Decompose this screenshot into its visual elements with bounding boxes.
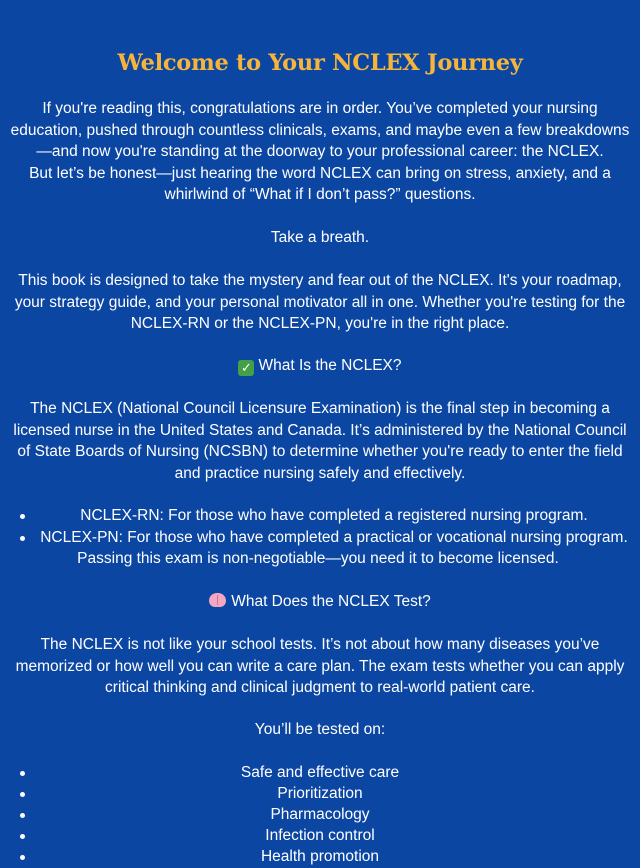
list-item-text: NCLEX-PN: For those who have completed a practical or vocational nursing program. [40, 529, 628, 546]
list-item [0, 804, 640, 826]
topic-text: Health promotion [260, 848, 380, 865]
list-item [0, 825, 640, 847]
what-is-line: The NCLEX (National Council Licensure Examination) is the final step in becoming a [30, 400, 610, 417]
intro-line: whirlwind of “What if I don’t pass?” questions. [164, 186, 476, 203]
topic-text: Infection control [265, 827, 375, 844]
non-negotiable-text: Passing this exam is non-negotiable—you need it to become licensed. [77, 550, 559, 567]
book-line: NCLEX-RN or the NCLEX-PN, you're in the right place. [130, 315, 510, 332]
book-line: your strategy guide, and your personal motivator all in one. Whether you're testing for the [14, 293, 626, 311]
intro-paragraph [0, 98, 640, 206]
intro-line: If you're reading this, congratulations are in order. You’ve completed your nursing [42, 100, 598, 117]
topic-text: Pharmacology [270, 806, 370, 823]
bullet-icon [20, 536, 25, 541]
book-paragraph [0, 270, 640, 335]
list-item [0, 505, 640, 527]
check-mark-icon: ✓ [238, 360, 254, 376]
what-is-line: and practice nursing safely and effectively. [174, 464, 466, 482]
intro-line: education, pushed through countless clinicals, exams, and maybe even a few breakdowns [10, 121, 630, 139]
what-is-paragraph [0, 398, 640, 484]
what-is-heading-text: What Is the NCLEX? [258, 357, 402, 374]
take-a-breath-text: Take a breath. [270, 229, 370, 246]
what-test-line: The NCLEX is not like your school tests. It’s not about how many diseases you’ve [40, 636, 600, 653]
what-test-paragraph [0, 634, 640, 699]
intro-line: But let’s be honest—just hearing the word NCLEX can bring on stress, anxiety, and a [29, 164, 611, 182]
list-item [0, 527, 640, 549]
book-line: This book is designed to take the mystery and fear out of the NCLEX. It's your roadmap, [18, 272, 622, 289]
page-title: Welcome to Your NCLEX Journey [117, 50, 523, 76]
what-is-line: of State Boards of Nursing (NCSBN) to determine whether you're ready to enter the field [17, 443, 623, 460]
what-is-line: licensed nurse in the United States and Canada. It’s administered by the National Council [13, 421, 627, 439]
what-does-nclex-test-heading [0, 591, 640, 613]
topic-text: Prioritization [277, 785, 363, 802]
list-item-text: NCLEX-RN: For those who have completed a registered nursing program. [80, 507, 588, 524]
list-item [0, 762, 640, 784]
list-item [0, 846, 640, 868]
topic-text: Safe and effective care [240, 764, 400, 781]
bullet-icon [20, 514, 25, 519]
intro-line: —and now you're standing at the doorway to your professional career: the NCLEX. [36, 143, 604, 160]
what-test-line: memorized or how well you can write a care plan. The exam tests whether you can apply [15, 657, 625, 675]
tested-on-text: You’ll be tested on: [254, 721, 386, 738]
what-test-heading-text: What Does the NCLEX Test? [231, 593, 431, 610]
what-is-nclex-heading [0, 355, 640, 377]
brain-icon [209, 593, 226, 607]
what-test-line: critical thinking and clinical judgment to real-world patient care. [105, 679, 535, 696]
list-item [0, 783, 640, 805]
